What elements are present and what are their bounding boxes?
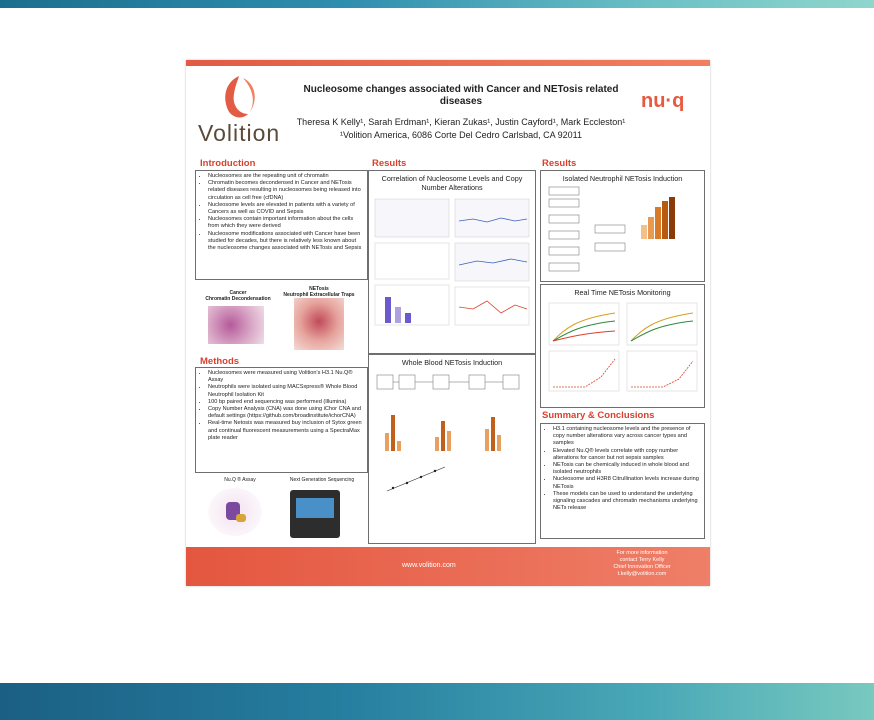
results-panel-isolated: [540, 170, 705, 282]
netosis-image: [294, 298, 344, 350]
whole-blood-figure: [373, 371, 531, 539]
list-item: • Nucleosome and H3R8 Citrullination levels increase during NETosis: [553, 476, 700, 490]
intro-bullets: [196, 171, 367, 254]
methods-bullets: [196, 368, 367, 444]
results-panel-realtime: [540, 284, 705, 408]
footer-url[interactable]: www.volition.com: [402, 562, 456, 569]
bottom-accent-bar: [0, 683, 874, 720]
list-item: • Nucleosomes are the repeating unit of chromatin: [208, 173, 363, 180]
realtime-panel-title: Real Time NETosis Monitoring: [574, 288, 671, 297]
intro-heading: Introduction: [200, 158, 256, 169]
poster-affiliation: ¹Volition America, 6086 Corte Del Cedro Carlsbad, CA 92011: [340, 130, 582, 140]
intro-box: [195, 170, 368, 280]
netosis-image-label: NETosis Neutrophil Extracellular Traps: [283, 286, 355, 298]
whole-blood-panel-title: Whole Blood NETosis Induction: [401, 358, 503, 367]
list-item: • Nucleosome modifications associated with Cancer have been studied for decades, but there is relatively less known about the nucleosome changes associated with NETosis and Sepsis: [208, 231, 363, 253]
list-item: • Neutrophils were isolated using MACSxpress® Whole Blood Neutrophil Isolation Kit: [208, 384, 363, 398]
nuq-assay-label: Nu.Q ® Assay: [224, 477, 256, 483]
list-item: • These models can be used to understand the underlying signaling cascades and chromatin mechanisms underlying NETs release: [553, 491, 700, 513]
list-item: • NETosis can be chemically induced in whole blood and isolated neutrophils: [553, 462, 700, 476]
list-item: • Nucleosomes contain important information about the cells from which they were derived: [208, 216, 363, 230]
results-panel-whole-blood: [368, 354, 536, 544]
ngs-label: Next Generation Sequencing: [289, 477, 355, 483]
list-item: • Real-time Netosis was measured buy inclusion of Sytox green and continual fluorescent measurements using a SpectraMax plate reader: [208, 420, 363, 442]
summary-heading: Summary & Conclusions: [542, 410, 655, 421]
nuq-brand: nu·q: [641, 90, 685, 112]
correlation-panel-title: Correlation of Nucleosome Levels and Copy Number Alterations: [381, 174, 523, 192]
cancer-chromatin-image: [208, 306, 264, 344]
contact-line: Chief Innovation Officer: [613, 564, 671, 570]
list-item: • 100 bp paired end sequencing was performed (Illumina): [208, 399, 363, 406]
list-item: • Nucleosome levels are elevated in patients with a variety of Cancers as well as COVID and Sepsis: [208, 202, 363, 216]
logo-text: Volition: [198, 120, 281, 146]
sequencer-image: [290, 490, 340, 538]
summary-bullets: [541, 424, 704, 514]
results-left-heading: Results: [372, 158, 407, 169]
poster: [186, 60, 710, 586]
correlation-figure: [373, 197, 531, 327]
nuq-assay-image: [208, 488, 262, 536]
list-item: • Elevated Nu.Q® levels correlate with copy number alterations for cancer but not sepsis samples: [553, 448, 700, 462]
poster-footer: [186, 547, 710, 586]
contact-line: For more information: [616, 550, 668, 556]
isolated-figure: [545, 185, 701, 277]
list-item: • Chromatin becomes decondensed in Cancer and NETosis related diseases resulting in nucleosomes being released into circulation as cell free (cfDNA): [208, 180, 363, 202]
top-accent-bar: [0, 0, 874, 8]
realtime-figure: [545, 299, 701, 403]
methods-heading: Methods: [200, 356, 240, 367]
methods-box: [195, 367, 368, 473]
list-item: • H3.1 containing nucleosome levels and the presence of copy number alterations vary across cancer types and samples: [553, 426, 700, 448]
isolated-panel-title: Isolated Neutrophil NETosis Induction: [562, 174, 683, 183]
poster-title: Nucleosome changes associated with Cancer and NETosis related diseases: [303, 84, 619, 107]
results-panel-correlation: [368, 170, 536, 354]
contact-email[interactable]: t.kelly@volition.com: [617, 571, 667, 577]
contact-line: contact Terry Kelly: [619, 557, 665, 563]
volition-logo-icon: [216, 74, 262, 120]
results-right-heading: Results: [542, 158, 577, 169]
cancer-image-label: Cancer Chromatin Decondensation: [205, 290, 271, 302]
footer-contact: [582, 550, 702, 578]
poster-top-stripe: [186, 60, 710, 66]
poster-authors: Theresa K Kelly¹, Sarah Erdman¹, Kieran Zukas¹, Justin Cayford¹, Mark Eccleston¹: [296, 117, 626, 127]
list-item: • Copy Number Analysis (CNA) was done using iChor CNA and default settings (https://github.com/broadinstitute/ichorCNA): [208, 406, 363, 420]
list-item: • Nucleosomes were measured using Volition's H3.1 Nu.Q® Assay: [208, 370, 363, 384]
summary-box: [540, 423, 705, 539]
